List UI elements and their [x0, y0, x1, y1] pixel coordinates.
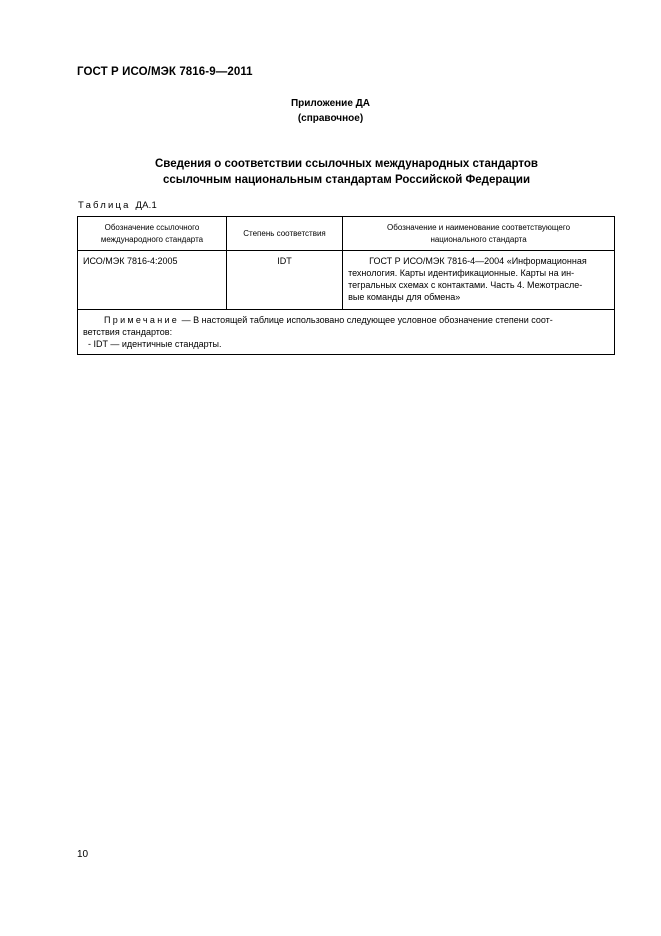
table-note-row — [78, 310, 615, 355]
header-national-standard — [343, 217, 615, 251]
header-degree — [226, 217, 342, 251]
header-international-standard — [78, 217, 227, 251]
header-col2-text: Степень соответствия — [243, 228, 326, 238]
national-line1-text: ГОСТ Р ИСО/МЭК 7816-4—2004 «Информационная — [369, 256, 587, 266]
national-line3: тегральных схемах с контактами. Часть 4. Межотрасле- — [348, 280, 583, 290]
header-col3-line1: Обозначение и наименование соответствующего — [387, 222, 571, 232]
note-text-line1: — В настоящей таблице использовано следующее условное обозначение степени соот- — [179, 315, 553, 325]
correspondence-table — [77, 216, 615, 355]
note-line2: ветствия стандартов: — [83, 327, 173, 337]
table-header-row — [78, 217, 615, 251]
note-item: - IDT — идентичные стандарты. — [88, 339, 222, 349]
section-title — [78, 156, 615, 188]
header-col1-line2: международного стандарта — [100, 234, 204, 244]
national-line4: вые команды для обмена» — [348, 292, 461, 302]
appendix-heading — [0, 96, 661, 126]
standard-code-header: ГОСТ Р ИСО/МЭК 7816-9—2011 — [77, 66, 253, 78]
national-line1 — [348, 255, 609, 267]
table-note — [78, 310, 615, 355]
national-line2: технология. Карты идентификационные. Карты на ин- — [348, 268, 575, 278]
cell-international-standard: ИСО/МЭК 7816-4:2005 — [78, 251, 227, 310]
table-caption-number: ДА.1 — [135, 200, 157, 211]
section-title-line2: ссылочным национальным стандартам Российской Федерации — [162, 174, 531, 186]
table-caption — [78, 200, 157, 211]
header-col1-line1: Обозначение ссылочного — [104, 222, 200, 232]
appendix-subtitle: (справочное) — [297, 113, 364, 124]
page-number: 10 — [77, 849, 89, 860]
section-title-line1: Сведения о соответствии ссылочных международных стандартов — [154, 158, 538, 170]
note-line1 — [83, 314, 609, 326]
table-caption-label: Таблица — [78, 200, 131, 211]
appendix-title: Приложение ДА — [290, 98, 371, 109]
table-row — [78, 251, 615, 310]
cell-national-standard — [343, 251, 615, 310]
header-col3-line2: национального стандарта — [430, 234, 527, 244]
cell-degree: IDT — [226, 251, 342, 310]
note-label: Примечание — [104, 315, 180, 325]
